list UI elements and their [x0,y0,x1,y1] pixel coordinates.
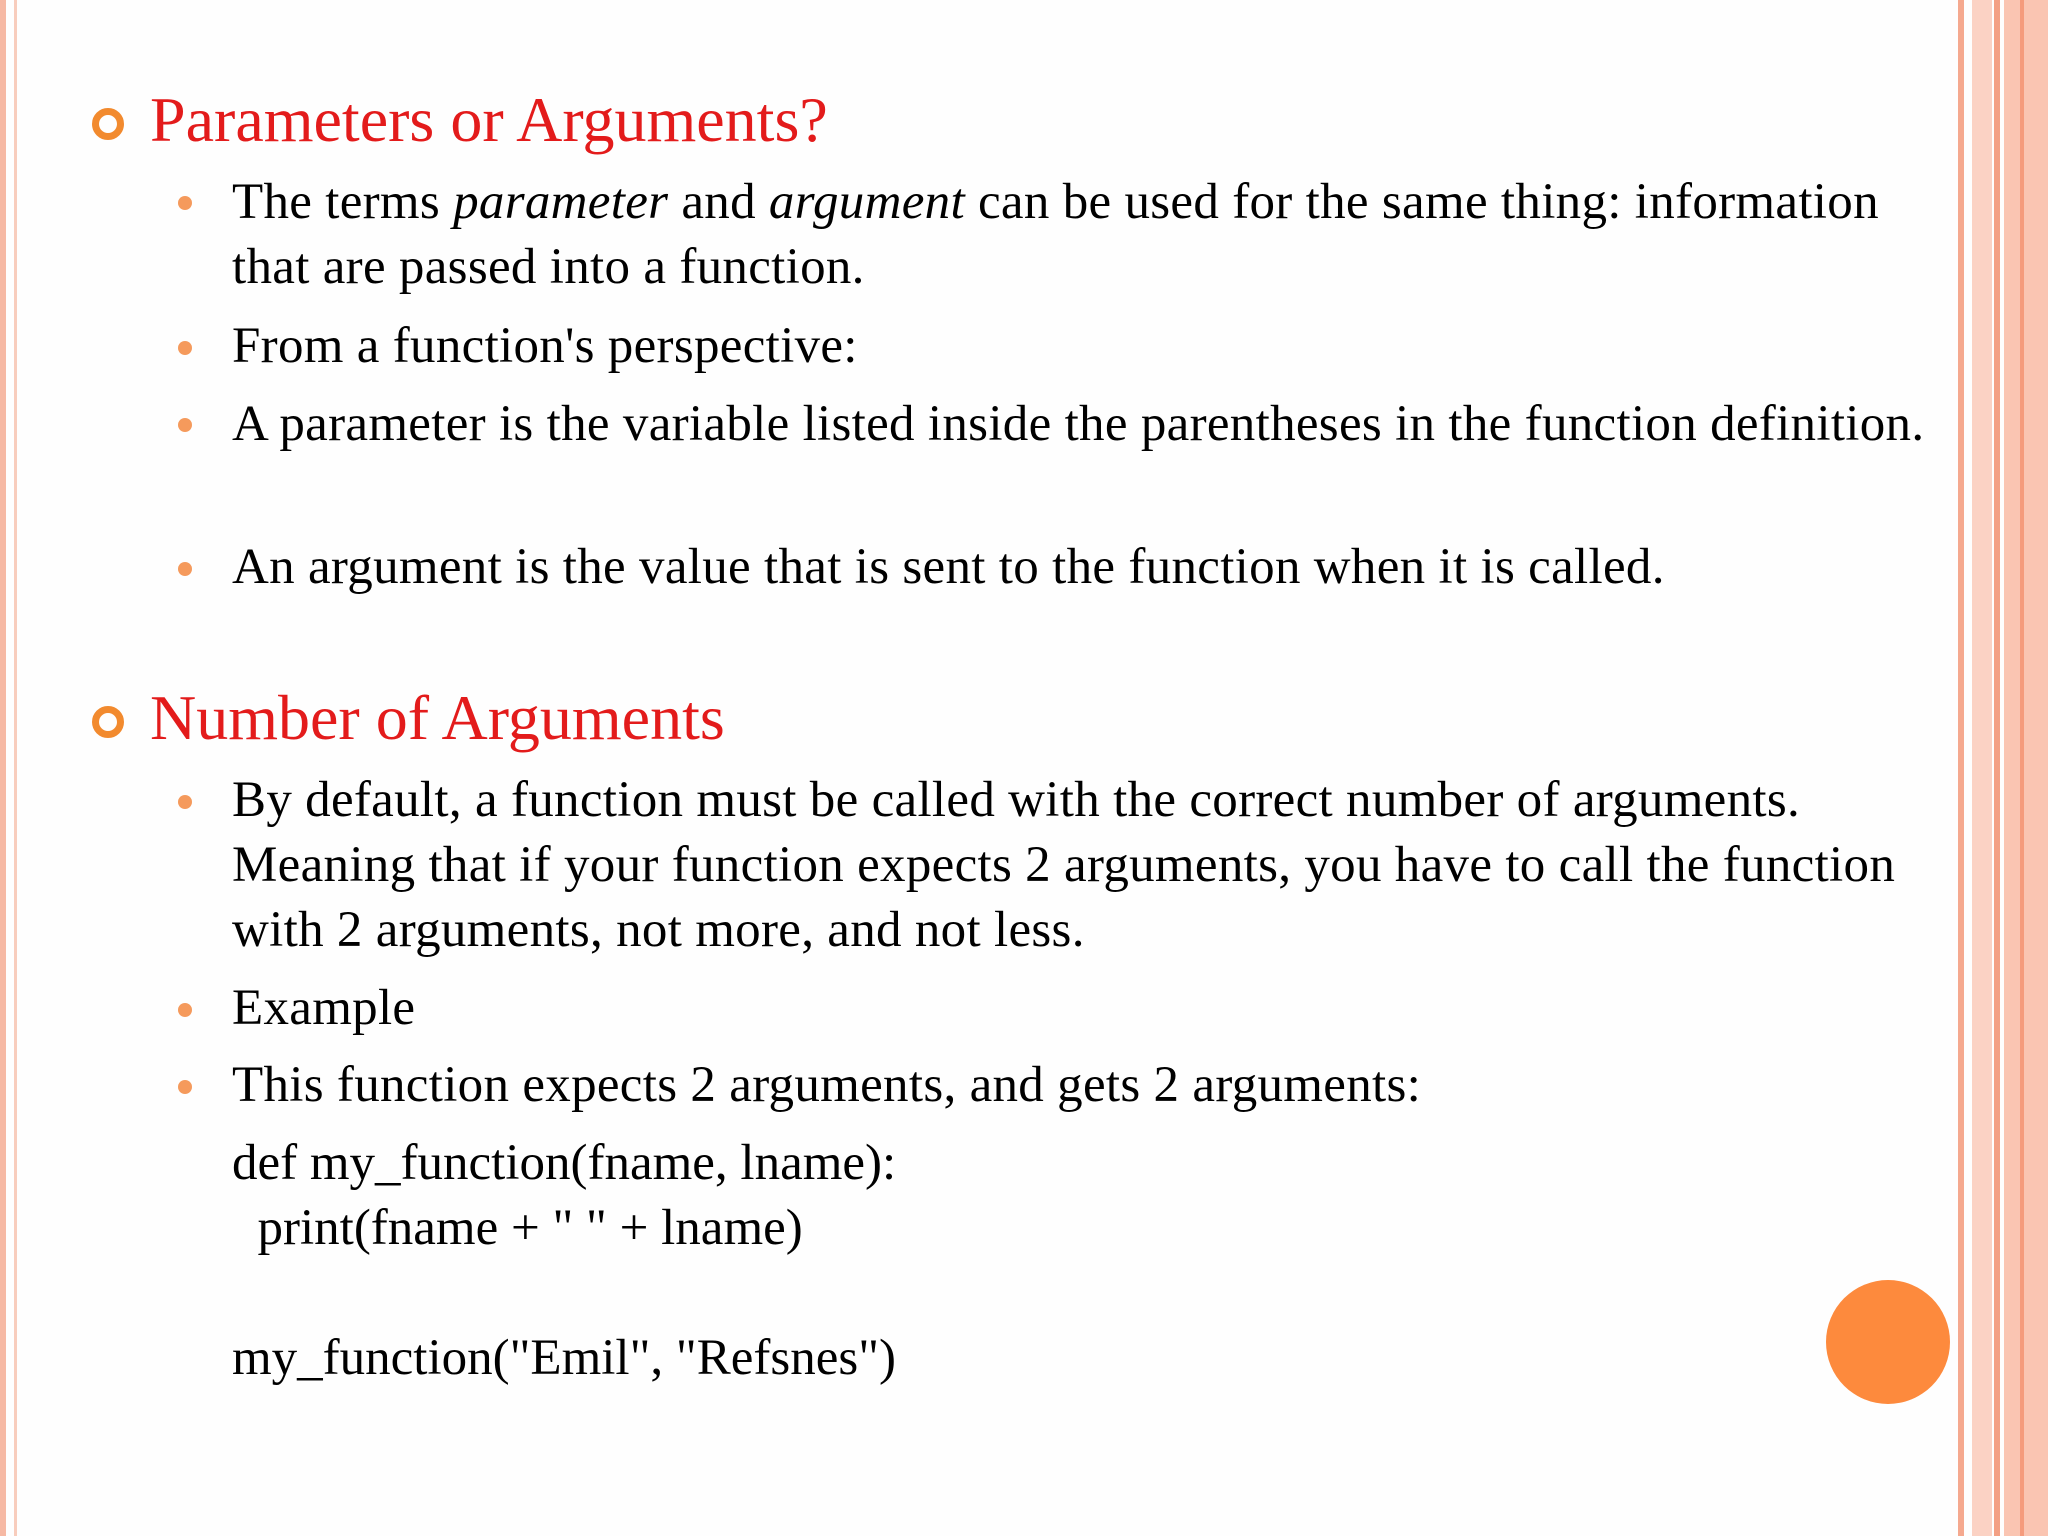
emphasis-argument: argument [768,174,965,230]
code-line-call: my_function("Emil", "Refsnes") [232,1330,896,1386]
right-border-band-2 [2004,0,2048,1536]
left-border-stripe-thin [14,0,17,1536]
right-border-stripe-2 [1994,0,2000,1536]
dot-bullet-icon [178,1080,192,1094]
ring-bullet-icon [92,108,124,140]
list-item-terms [232,170,1932,300]
dot-bullet-icon [178,418,192,432]
section-title-number-of-arguments: Number of Arguments [150,682,725,753]
list-item-default-arguments: By default, a function must be called with the correct number of arguments. Meaning that if your function expects 2 arguments, you have to call the function with 2 arguments, not more, and not less. [232,772,1896,958]
ring-bullet-icon [92,706,124,738]
right-border-stripe [1958,0,1964,1536]
dot-bullet-icon [178,562,192,576]
code-line-print: print(fname + " " + lname) [232,1200,803,1256]
right-border-band [1972,0,1992,1536]
item-text: The terms [232,174,454,230]
left-border-stripe [0,0,6,1536]
list-item-parameter-definition: A parameter is the variable listed inside the parentheses in the function definition. [232,396,1925,452]
decorative-orange-circle [1826,1280,1950,1404]
list-item-perspective: From a function's perspective: [232,318,858,374]
item-text: can be used for the same thing: information that are passed into a function. [232,174,1879,295]
dot-bullet-icon [178,196,192,210]
list-item-argument-definition: An argument is the value that is sent to the function when it is called. [232,539,1665,595]
list-item-example: Example [232,980,416,1036]
section-title-parameters: Parameters or Arguments? [150,84,828,155]
item-text: and [668,174,769,230]
code-line-def: def my_function(fname, lname): [232,1135,897,1191]
right-border-stripe-3 [2020,0,2024,1536]
dot-bullet-icon [178,795,192,809]
list-item-expects-two: This function expects 2 arguments, and gets 2 arguments: [232,1057,1422,1113]
dot-bullet-icon [178,1003,192,1017]
emphasis-parameter: parameter [453,174,669,230]
dot-bullet-icon [178,341,192,355]
